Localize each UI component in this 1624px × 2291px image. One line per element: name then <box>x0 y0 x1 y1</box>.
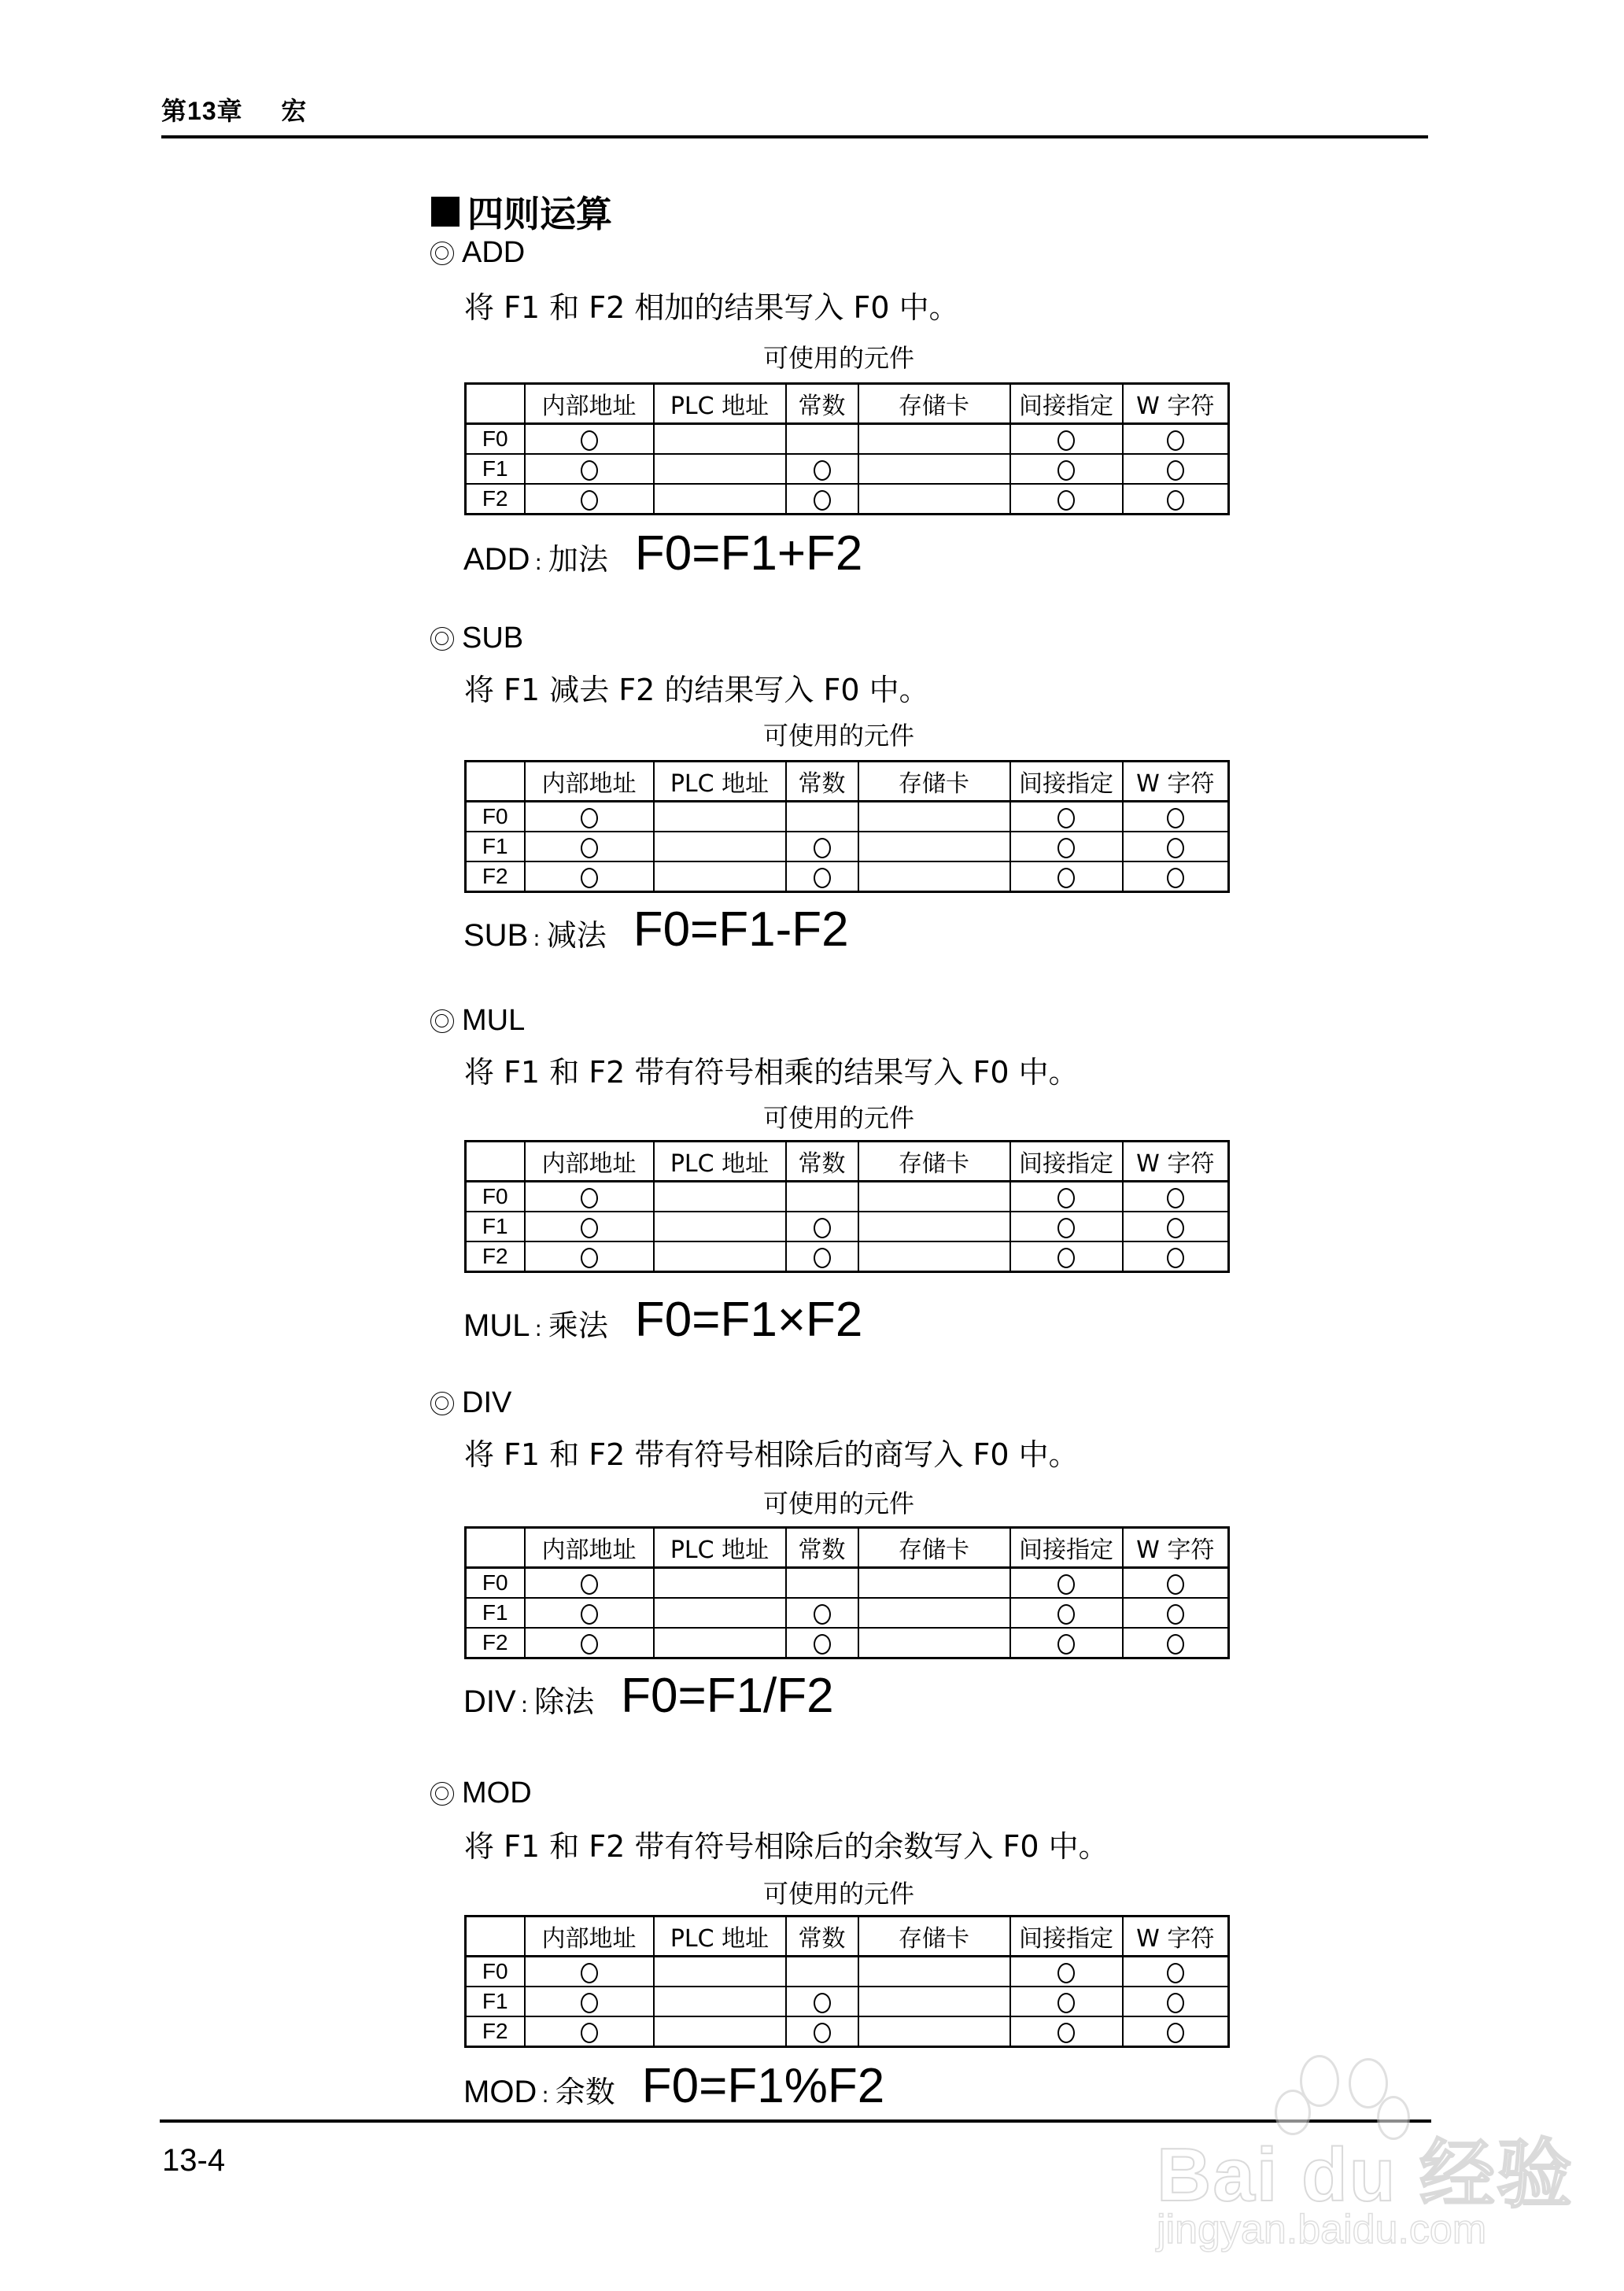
row-label: F0 <box>466 424 525 455</box>
usable-cell <box>1123 1628 1229 1658</box>
chapter-number: 13 <box>187 97 217 125</box>
usable-cell <box>786 2016 858 2047</box>
double-circle-icon <box>430 1392 454 1415</box>
circle-mark-icon <box>1057 1634 1075 1655</box>
usable-cell <box>1010 802 1123 832</box>
table-row <box>466 802 1229 832</box>
row-label: F2 <box>466 1628 525 1658</box>
table-row <box>466 454 1229 484</box>
row-label: F2 <box>466 861 525 892</box>
column-header: 间接指定 <box>1010 1142 1123 1182</box>
column-header: 存储卡 <box>858 762 1010 802</box>
empty-cell <box>654 1598 786 1628</box>
usable-cell <box>525 832 654 861</box>
table-header-row <box>466 384 1229 424</box>
formula-name: 余数 <box>555 2075 615 2109</box>
row-label: F2 <box>466 2016 525 2047</box>
empty-cell <box>858 1628 1010 1658</box>
circle-mark-icon <box>1057 2023 1075 2043</box>
table-row <box>466 1987 1229 2016</box>
table-header-row <box>466 1917 1229 1957</box>
formula-colon: : <box>534 549 542 575</box>
usable-cell <box>525 1241 654 1272</box>
usable-cell <box>1123 802 1229 832</box>
usable-cell <box>786 861 858 892</box>
circle-mark-icon <box>1057 1993 1075 2013</box>
empty-cell <box>858 424 1010 455</box>
usable-cell <box>1010 1957 1123 1987</box>
circle-mark-icon <box>1167 1993 1184 2013</box>
formula-colon: : <box>534 1315 542 1341</box>
usable-cell <box>1010 484 1123 515</box>
circle-mark-icon <box>1167 1574 1184 1595</box>
watermark-url: jingyan.baidu.com <box>1157 2207 1487 2252</box>
row-label: F0 <box>466 1182 525 1212</box>
usable-cell <box>1123 1182 1229 1212</box>
usable-cell <box>525 484 654 515</box>
circle-mark-icon <box>581 460 598 481</box>
column-header: 间接指定 <box>1010 384 1123 424</box>
double-circle-icon <box>430 1009 454 1033</box>
double-circle-icon <box>430 242 454 265</box>
table-row <box>466 832 1229 861</box>
circle-mark-icon <box>1167 1604 1184 1625</box>
circle-mark-icon <box>814 1634 831 1655</box>
usable-cell <box>1010 1568 1123 1599</box>
column-header: PLC 地址 <box>654 384 786 424</box>
usable-cell <box>786 1628 858 1658</box>
circle-mark-icon <box>1057 1574 1075 1595</box>
circle-mark-icon <box>581 1188 598 1208</box>
formula-label: MOD <box>463 2075 537 2109</box>
row-label: F0 <box>466 1568 525 1599</box>
usable-cell <box>525 2016 654 2047</box>
formula-colon: : <box>520 1692 529 1717</box>
circle-mark-icon <box>814 1604 831 1625</box>
table-row <box>466 484 1229 515</box>
circle-mark-icon <box>814 1248 831 1268</box>
empty-cell <box>654 484 786 515</box>
empty-cell <box>858 484 1010 515</box>
usable-cell <box>525 1987 654 2016</box>
circle-mark-icon <box>581 490 598 511</box>
operation-description: 将 F1 和 F2 带有符号相乘的结果写入 F0 中。 <box>464 1055 1079 1090</box>
column-header <box>466 1917 525 1957</box>
circle-mark-icon <box>814 838 831 858</box>
circle-mark-icon <box>581 1604 598 1625</box>
usable-cell <box>1123 1568 1229 1599</box>
circle-mark-icon <box>1057 1248 1075 1268</box>
operation-title-sub <box>430 622 523 655</box>
usable-cell <box>1010 424 1123 455</box>
usable-cell <box>786 484 858 515</box>
usable-cell <box>786 1212 858 1241</box>
usable-cell <box>525 1182 654 1212</box>
usable-cell <box>1123 832 1229 861</box>
row-label: F1 <box>466 832 525 861</box>
row-label: F1 <box>466 454 525 484</box>
usable-cell <box>1123 1957 1229 1987</box>
usable-cell <box>1123 2016 1229 2047</box>
empty-cell <box>858 1957 1010 1987</box>
chapter-header <box>161 91 307 127</box>
circle-mark-icon <box>581 1574 598 1595</box>
empty-cell <box>654 1182 786 1212</box>
column-header: 存储卡 <box>858 384 1010 424</box>
chapter-prefix: 第 <box>161 96 188 126</box>
usable-cell <box>1123 861 1229 892</box>
operation-description: 将 F1 和 F2 相加的结果写入 F0 中。 <box>464 290 959 325</box>
formula-line <box>463 1668 834 1724</box>
usable-cell <box>525 424 654 455</box>
circle-mark-icon <box>1057 1218 1075 1238</box>
column-header: 内部地址 <box>525 1917 654 1957</box>
empty-cell <box>654 424 786 455</box>
usable-cell <box>1010 454 1123 484</box>
table-caption: 可使用的元件 <box>763 343 915 373</box>
operation-name: MUL <box>462 1004 526 1037</box>
usable-cell <box>525 1212 654 1241</box>
usable-cell <box>1010 1628 1123 1658</box>
row-label: F1 <box>466 1212 525 1241</box>
usable-cell <box>525 1957 654 1987</box>
usable-elements-table <box>464 1915 1230 2048</box>
circle-mark-icon <box>581 1248 598 1268</box>
column-header: W 字符 <box>1123 762 1229 802</box>
circle-mark-icon <box>1057 1188 1075 1208</box>
formula-line <box>463 1292 862 1348</box>
column-header: 常数 <box>786 1917 858 1957</box>
column-header: PLC 地址 <box>654 1142 786 1182</box>
empty-cell <box>654 454 786 484</box>
circle-mark-icon <box>1167 1963 1184 1983</box>
table-caption: 可使用的元件 <box>763 1489 915 1518</box>
circle-mark-icon <box>814 2023 831 2043</box>
operation-title-add <box>430 236 525 270</box>
circle-mark-icon <box>814 1993 831 2013</box>
circle-mark-icon <box>814 1218 831 1238</box>
empty-cell <box>786 802 858 832</box>
operation-description: 将 F1 和 F2 带有符号相除后的余数写入 F0 中。 <box>464 1829 1109 1864</box>
usable-cell <box>525 1628 654 1658</box>
circle-mark-icon <box>581 838 598 858</box>
usable-cell <box>1123 1212 1229 1241</box>
column-header <box>466 1528 525 1568</box>
column-header <box>466 1142 525 1182</box>
column-header: 内部地址 <box>525 1142 654 1182</box>
circle-mark-icon <box>1057 838 1075 858</box>
column-header: W 字符 <box>1123 1917 1229 1957</box>
operation-title-mul <box>430 1004 525 1038</box>
formula-line <box>463 2058 884 2114</box>
column-header: 间接指定 <box>1010 1528 1123 1568</box>
header-rule <box>161 135 1428 138</box>
usable-cell <box>1123 484 1229 515</box>
circle-mark-icon <box>1057 430 1075 451</box>
row-label: F2 <box>466 1241 525 1272</box>
empty-cell <box>858 802 1010 832</box>
empty-cell <box>654 861 786 892</box>
table-row <box>466 1598 1229 1628</box>
watermark-logo: Bai du 经验 <box>1157 2133 1574 2217</box>
column-header: PLC 地址 <box>654 1528 786 1568</box>
column-header: W 字符 <box>1123 1142 1229 1182</box>
operation-description: 将 F1 和 F2 带有符号相除后的商写入 F0 中。 <box>464 1437 1079 1472</box>
empty-cell <box>858 454 1010 484</box>
empty-cell <box>858 2016 1010 2047</box>
formula-name: 乘法 <box>548 1308 608 1343</box>
row-label: F2 <box>466 484 525 515</box>
usable-cell <box>786 1987 858 2016</box>
empty-cell <box>858 1568 1010 1599</box>
empty-cell <box>786 1568 858 1599</box>
formula-expression: F0=F1%F2 <box>641 2059 885 2113</box>
empty-cell <box>858 1212 1010 1241</box>
row-label: F0 <box>466 802 525 832</box>
usable-elements-table <box>464 1526 1230 1659</box>
empty-cell <box>786 1957 858 1987</box>
circle-mark-icon <box>1167 808 1184 828</box>
usable-cell <box>1123 1241 1229 1272</box>
table-row <box>466 2016 1229 2047</box>
circle-mark-icon <box>1057 1963 1075 1983</box>
column-header: PLC 地址 <box>654 1917 786 1957</box>
circle-mark-icon <box>1167 430 1184 451</box>
circle-mark-icon <box>581 1963 598 1983</box>
table-caption: 可使用的元件 <box>763 1879 915 1909</box>
column-header: 内部地址 <box>525 762 654 802</box>
table-header-row <box>466 762 1229 802</box>
usable-cell <box>786 1598 858 1628</box>
table-row <box>466 1182 1229 1212</box>
empty-cell <box>654 1957 786 1987</box>
circle-mark-icon <box>814 490 831 511</box>
column-header: 存储卡 <box>858 1917 1010 1957</box>
formula-expression: F0=F1/F2 <box>621 1669 834 1723</box>
formula-expression: F0=F1×F2 <box>634 1293 863 1347</box>
circle-mark-icon <box>1057 808 1075 828</box>
section-title: 四则运算 <box>467 193 612 235</box>
usable-cell <box>786 454 858 484</box>
page-number: 13-4 <box>162 2143 226 2178</box>
empty-cell <box>654 832 786 861</box>
usable-cell <box>1123 1987 1229 2016</box>
usable-elements-table <box>464 760 1230 893</box>
column-header: 存储卡 <box>858 1528 1010 1568</box>
formula-name: 加法 <box>548 542 608 577</box>
column-header: 间接指定 <box>1010 1917 1123 1957</box>
column-header: 常数 <box>786 1528 858 1568</box>
circle-mark-icon <box>1167 1188 1184 1208</box>
column-header: W 字符 <box>1123 384 1229 424</box>
usable-cell <box>1010 861 1123 892</box>
usable-cell <box>525 1568 654 1599</box>
empty-cell <box>858 1241 1010 1272</box>
usable-cell <box>786 1241 858 1272</box>
usable-cell <box>1010 1212 1123 1241</box>
empty-cell <box>654 1987 786 2016</box>
usable-cell <box>1010 2016 1123 2047</box>
circle-mark-icon <box>1057 1604 1075 1625</box>
empty-cell <box>858 1987 1010 2016</box>
column-header: 间接指定 <box>1010 762 1123 802</box>
empty-cell <box>654 1568 786 1599</box>
operation-name: DIV <box>462 1386 512 1419</box>
table-caption: 可使用的元件 <box>763 721 915 751</box>
usable-cell <box>1010 1987 1123 2016</box>
column-header: 常数 <box>786 762 858 802</box>
operation-name: ADD <box>462 236 526 269</box>
usable-cell <box>1010 1241 1123 1272</box>
usable-cell <box>525 1598 654 1628</box>
circle-mark-icon <box>1167 2023 1184 2043</box>
column-header: PLC 地址 <box>654 762 786 802</box>
usable-cell <box>786 832 858 861</box>
circle-mark-icon <box>1057 490 1075 511</box>
formula-colon: : <box>533 925 541 951</box>
usable-cell <box>525 454 654 484</box>
table-row <box>466 424 1229 455</box>
circle-mark-icon <box>1167 460 1184 481</box>
operation-name: SUB <box>462 622 524 655</box>
row-label: F0 <box>466 1957 525 1987</box>
circle-mark-icon <box>1057 868 1075 888</box>
circle-mark-icon <box>1167 490 1184 511</box>
table-row <box>466 1241 1229 1272</box>
row-label: F1 <box>466 1987 525 2016</box>
table-header-row <box>466 1142 1229 1182</box>
empty-cell <box>654 1628 786 1658</box>
formula-name: 减法 <box>546 918 607 953</box>
circle-mark-icon <box>581 1218 598 1238</box>
operation-description: 将 F1 减去 F2 的结果写入 F0 中。 <box>464 673 929 707</box>
column-header: 常数 <box>786 384 858 424</box>
table-row <box>466 861 1229 892</box>
operation-title-mod <box>430 1776 532 1810</box>
column-header: 内部地址 <box>525 1528 654 1568</box>
empty-cell <box>786 1182 858 1212</box>
circle-mark-icon <box>581 2023 598 2043</box>
table-row <box>466 1628 1229 1658</box>
empty-cell <box>654 1241 786 1272</box>
table-row <box>466 1568 1229 1599</box>
table-header-row <box>466 1528 1229 1568</box>
circle-mark-icon <box>1167 838 1184 858</box>
circle-mark-icon <box>581 808 598 828</box>
empty-cell <box>654 802 786 832</box>
column-header: 常数 <box>786 1142 858 1182</box>
circle-mark-icon <box>814 460 831 481</box>
double-circle-icon <box>430 627 454 651</box>
formula-line <box>463 902 849 957</box>
usable-cell <box>525 861 654 892</box>
usable-elements-table <box>464 1140 1230 1273</box>
table-row <box>466 1212 1229 1241</box>
formula-label: ADD <box>463 542 530 577</box>
usable-elements-table <box>464 382 1230 515</box>
section-heading <box>431 186 612 238</box>
double-circle-icon <box>430 1782 454 1806</box>
formula-label: MUL <box>463 1308 530 1343</box>
table-caption: 可使用的元件 <box>763 1103 915 1133</box>
column-header <box>466 762 525 802</box>
circle-mark-icon <box>581 430 598 451</box>
usable-cell <box>1123 424 1229 455</box>
circle-mark-icon <box>581 1634 598 1655</box>
formula-colon: : <box>541 2082 549 2108</box>
column-header: 存储卡 <box>858 1142 1010 1182</box>
column-header <box>466 384 525 424</box>
operation-title-div <box>430 1386 511 1420</box>
empty-cell <box>858 861 1010 892</box>
usable-cell <box>1010 832 1123 861</box>
empty-cell <box>858 1598 1010 1628</box>
formula-label: SUB <box>463 918 529 953</box>
empty-cell <box>858 1182 1010 1212</box>
row-label: F1 <box>466 1598 525 1628</box>
operation-name: MOD <box>462 1776 532 1810</box>
usable-cell <box>1123 1598 1229 1628</box>
formula-expression: F0=F1-F2 <box>633 902 849 957</box>
formula-line <box>463 526 862 581</box>
empty-cell <box>858 832 1010 861</box>
empty-cell <box>654 1212 786 1241</box>
circle-mark-icon <box>814 868 831 888</box>
usable-cell <box>1123 454 1229 484</box>
empty-cell <box>786 424 858 455</box>
chapter-suffix: 章 <box>216 96 243 126</box>
formula-name: 除法 <box>534 1684 595 1719</box>
column-header: W 字符 <box>1123 1528 1229 1568</box>
usable-cell <box>1010 1182 1123 1212</box>
formula-expression: F0=F1+F2 <box>634 526 863 581</box>
circle-mark-icon <box>1167 1218 1184 1238</box>
usable-cell <box>1010 1598 1123 1628</box>
table-row <box>466 1957 1229 1987</box>
baidu-watermark <box>1157 2052 1574 2264</box>
circle-mark-icon <box>1167 1634 1184 1655</box>
circle-mark-icon <box>1057 460 1075 481</box>
chapter-title: 宏 <box>281 96 308 126</box>
circle-mark-icon <box>581 1993 598 2013</box>
circle-mark-icon <box>1167 1248 1184 1268</box>
formula-label: DIV <box>463 1684 516 1719</box>
column-header: 内部地址 <box>525 384 654 424</box>
circle-mark-icon <box>1167 868 1184 888</box>
circle-mark-icon <box>581 868 598 888</box>
black-square-icon <box>431 197 460 227</box>
empty-cell <box>654 2016 786 2047</box>
usable-cell <box>525 802 654 832</box>
